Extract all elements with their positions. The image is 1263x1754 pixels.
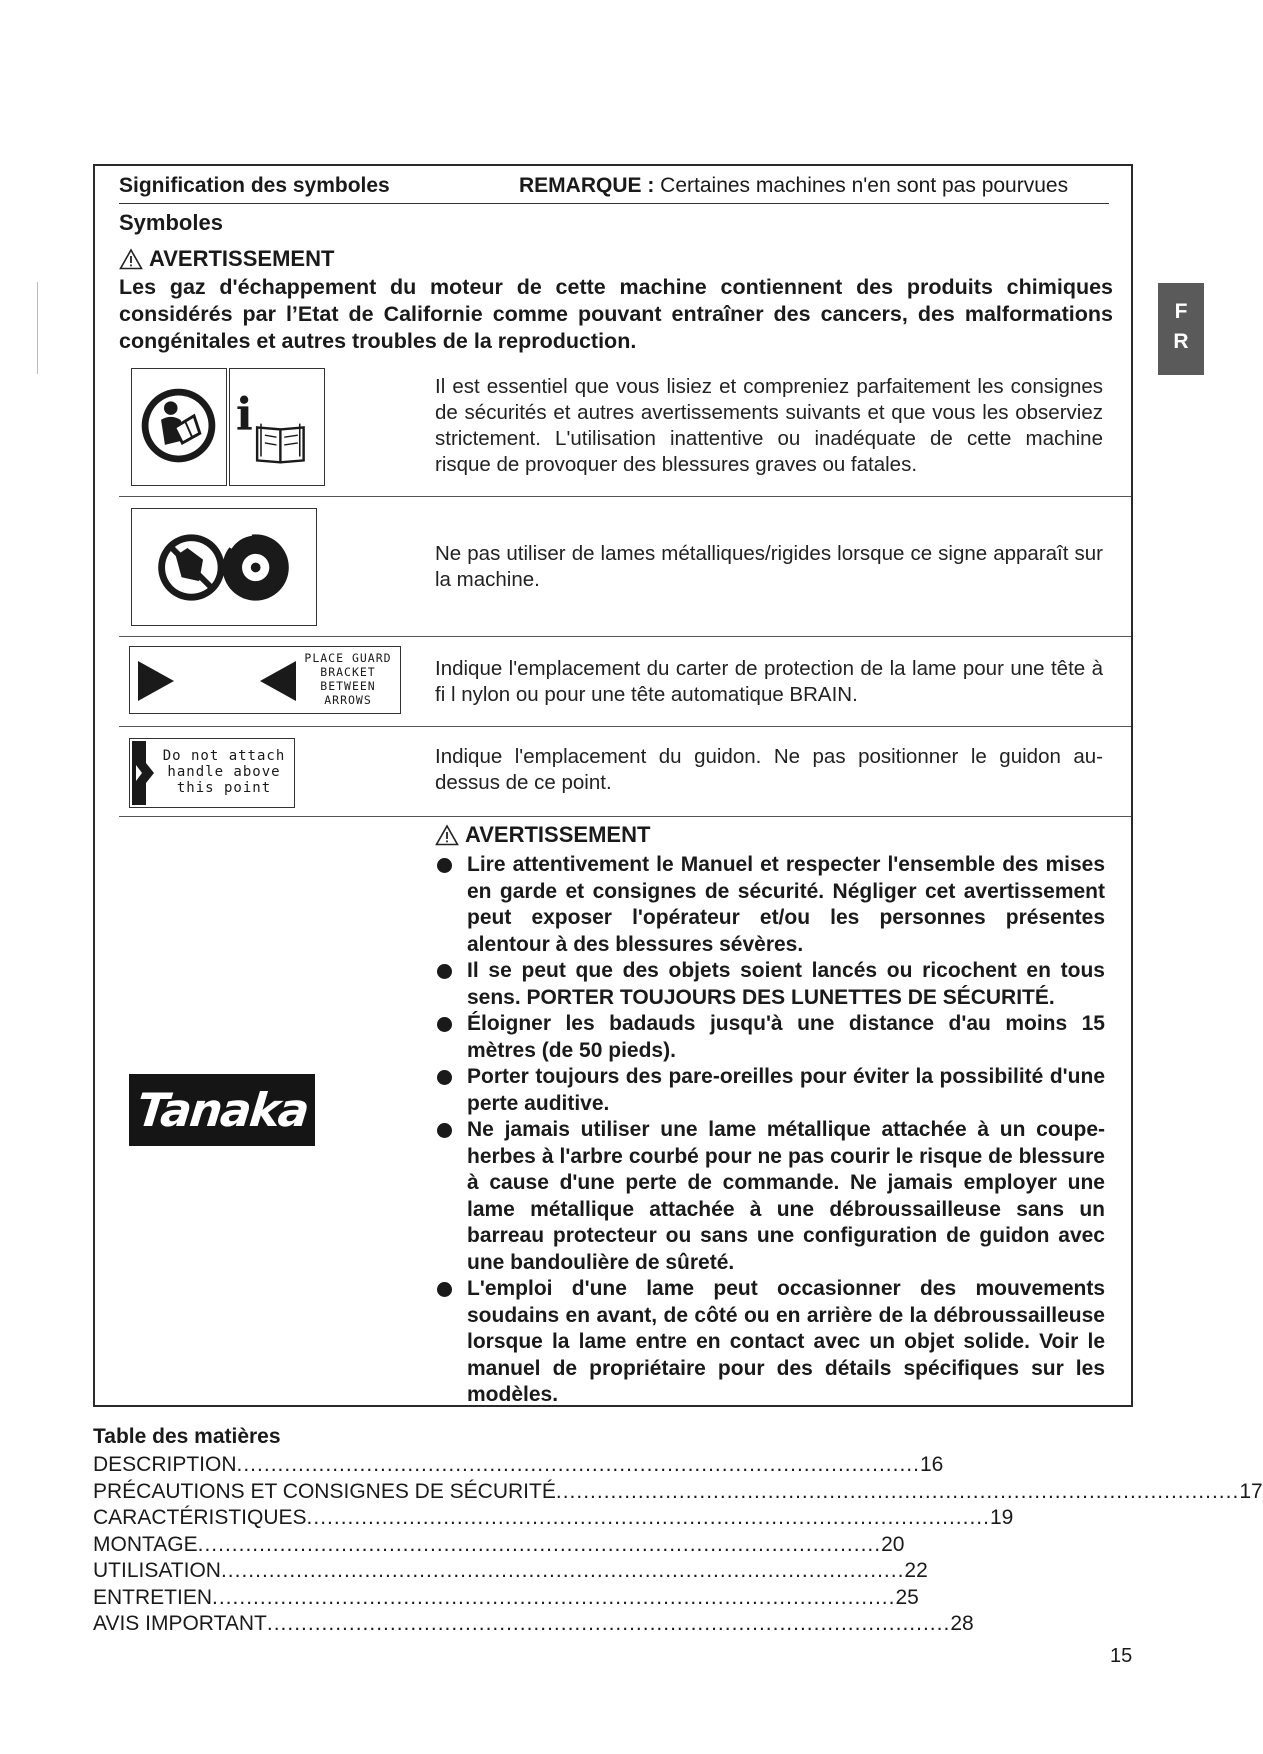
toc-entry-page: 22 (904, 1559, 928, 1582)
page-number: 15 (1110, 1645, 1133, 1667)
warning-bullet-list (435, 852, 1105, 1409)
tanaka-logo-text: Tanaka (133, 1083, 311, 1137)
info-book-icon (230, 369, 323, 484)
toc-entry[interactable] (93, 1505, 1014, 1532)
warning-bullet (435, 852, 1105, 958)
toc-leader: .................................................................................................... (266, 1612, 951, 1635)
toc-entry-label: MONTAGE (93, 1532, 198, 1556)
no-metal-blade-symbol (131, 508, 317, 626)
toc-entry-page: 16 (919, 1453, 944, 1476)
warning-triangle-icon (435, 824, 459, 846)
toc-entry-page: 17 (1239, 1479, 1263, 1503)
remark-label: REMARQUE : (519, 174, 655, 197)
row-divider (119, 726, 1131, 727)
toc-entry-page: 25 (895, 1585, 919, 1609)
row-divider (119, 816, 1131, 817)
language-letter: F (1174, 300, 1188, 323)
arrow-left-icon (258, 659, 298, 703)
toc-entry[interactable] (93, 1452, 944, 1479)
handle-label-line: handle above (167, 764, 281, 780)
handle-label-line: this point (176, 780, 272, 796)
bullet-text: Lire attentivement le Manuel et respecter l'ensemble des mises en garde et consignes de sécurité. Négliger cet avertissement peut exposer l'opérateur et/ou les personnes présentes alentour à des blessures sévères. (467, 853, 1105, 956)
toc-entry-label: DESCRIPTION (93, 1453, 237, 1476)
bullet-dot-icon (437, 1017, 452, 1032)
toc-leader: .................................................................................................... (220, 1559, 905, 1582)
bullet-text: Ne jamais utiliser une lame métallique attachée à un coupe-herbes à l'arbre courbé pour ne pas courir le risque de blessure à cause d'une perte de commande. Ne jamais employer une lame métallique attachée à une débroussailleuse sans un barreau protecteur ou sans une configuration de guidon avec une bandoulière de sûreté. (467, 1118, 1105, 1274)
toc-entry-page: 28 (950, 1612, 974, 1635)
toc-leader: .................................................................................................... (197, 1532, 882, 1556)
toc-entry-page: 20 (881, 1532, 905, 1556)
bullet-dot-icon (437, 1123, 452, 1138)
language-tab (1158, 283, 1204, 375)
warning-title: AVERTISSEMENT (149, 246, 335, 271)
warning-bullet (435, 1117, 1105, 1276)
table-of-contents (93, 1452, 1263, 1638)
bullet-text: Il se peut que des objets soient lancés ou ricochent en tous sens. PORTER TOUJOURS DES LUNETTES DE SÉCURITÉ. (467, 959, 1105, 1009)
guard-label-line: BETWEEN (320, 679, 376, 693)
toc-entry-label: PRÉCAUTIONS ET CONSIGNES DE SÉCURITÉ (93, 1479, 556, 1503)
warning-bullet (435, 958, 1105, 1011)
svg-text:i: i (235, 387, 253, 441)
arrow-right-icon (136, 659, 176, 703)
guard-bracket-label (129, 646, 401, 714)
symbol-description-4: Indique l'emplacement du guidon. Ne pas positionner le guidon au-dessus de ce point. (435, 745, 1103, 794)
toc-leader: .................................................................................................... (212, 1585, 896, 1609)
remark-text: Certaines machines n'en sont pas pourvues (654, 174, 1069, 197)
bullet-dot-icon (437, 858, 452, 873)
toc-entry-page: 19 (989, 1506, 1014, 1529)
remark-note (519, 174, 1068, 198)
toc-entry-label: ENTRETIEN (93, 1585, 213, 1609)
bullet-dot-icon (437, 1282, 452, 1297)
handle-limit-icon (132, 741, 154, 805)
row-divider (119, 636, 1131, 637)
guard-label-line: PLACE GUARD (304, 651, 392, 665)
handle-position-label (129, 738, 295, 808)
symbols-frame (93, 164, 1133, 1407)
warning-triangle-icon (119, 248, 143, 270)
header-divider (119, 203, 1109, 204)
warning-title-2: AVERTISSEMENT (465, 822, 651, 847)
toc-entry[interactable] (93, 1585, 919, 1612)
warning-heading (119, 246, 334, 272)
toc-entry[interactable] (93, 1532, 905, 1559)
toc-entry-label: AVIS IMPORTANT (93, 1612, 267, 1635)
tanaka-logo (129, 1074, 315, 1146)
symbols-subtitle: Symboles (119, 210, 223, 235)
no-blade-icon (132, 509, 315, 624)
symbol-description-3: Indique l'emplacement du carter de protection de la lame pour une tête à fi l nylon ou pour une tête automatique BRAIN. (435, 657, 1103, 706)
bullet-dot-icon (437, 964, 452, 979)
toc-leader: .................................................................................................... (555, 1479, 1240, 1503)
language-letter: R (1173, 330, 1189, 353)
toc-entry[interactable] (93, 1479, 1263, 1506)
toc-leader: .................................................................................................... (236, 1453, 920, 1476)
toc-entry[interactable] (93, 1611, 974, 1638)
toc-leader: .................................................................................................... (306, 1506, 990, 1529)
toc-title: Table des matières (93, 1425, 281, 1448)
reader-book-icon (132, 369, 225, 484)
bullet-dot-icon (437, 1070, 452, 1085)
row-divider (119, 496, 1131, 497)
handle-label-text (156, 748, 292, 796)
symbol-description-1: Il est essentiel que vous lisiez et compreniez parfaitement les consignes de sécurités et autres avertissements suivants et que vous les observiez strictement. L'utilisation inattentive ou inadéquate de cette machine risque de provoquer des blessures graves ou fatales. (435, 375, 1103, 476)
guard-label-line: BRACKET (320, 665, 376, 679)
toc-entry-label: CARACTÉRISTIQUES (93, 1506, 307, 1529)
symbols-heading: Signification des symboles (119, 174, 390, 197)
toc-entry-label: UTILISATION (93, 1559, 221, 1582)
warning-bullet (435, 1064, 1105, 1117)
info-manual-symbol (229, 368, 325, 486)
california-warning-text: Les gaz d'échappement du moteur de cette machine contiennent des produits chimiques considérés par l’Etat de Californie comme pouvant entraîner des cancers, des malformations congénitales et autres troubles de la reproduction. (119, 275, 1113, 353)
handle-label-line: Do not attach (162, 748, 286, 764)
warning-bullet (435, 1276, 1105, 1409)
bullet-text: Porter toujours des pare-oreilles pour éviter la possibilité d'une perte auditive. (467, 1065, 1105, 1115)
guard-label-line: ARROWS (324, 693, 372, 707)
toc-entry[interactable] (93, 1558, 928, 1585)
read-manual-symbol (131, 368, 227, 486)
bullet-text: L'emploi d'une lame peut occasionner des mouvements soudains en avant, de côté ou en arrière de la débroussailleuse lorsque la lame entre en contact avec un objet solide. Voir le manuel de propriétaire pour des détails spécifiques sur les modèles. (467, 1277, 1105, 1406)
warning-heading-2 (435, 822, 650, 848)
bullet-text: Éloigner les badauds jusqu'à une distance d'au moins 15 mètres (de 50 pieds). (467, 1012, 1105, 1062)
guard-label-text (296, 651, 400, 707)
margin-mark (37, 282, 38, 374)
symbol-description-2: Ne pas utiliser de lames métalliques/rigides lorsque ce signe apparaît sur la machine. (435, 542, 1103, 591)
warning-bullet (435, 1011, 1105, 1064)
